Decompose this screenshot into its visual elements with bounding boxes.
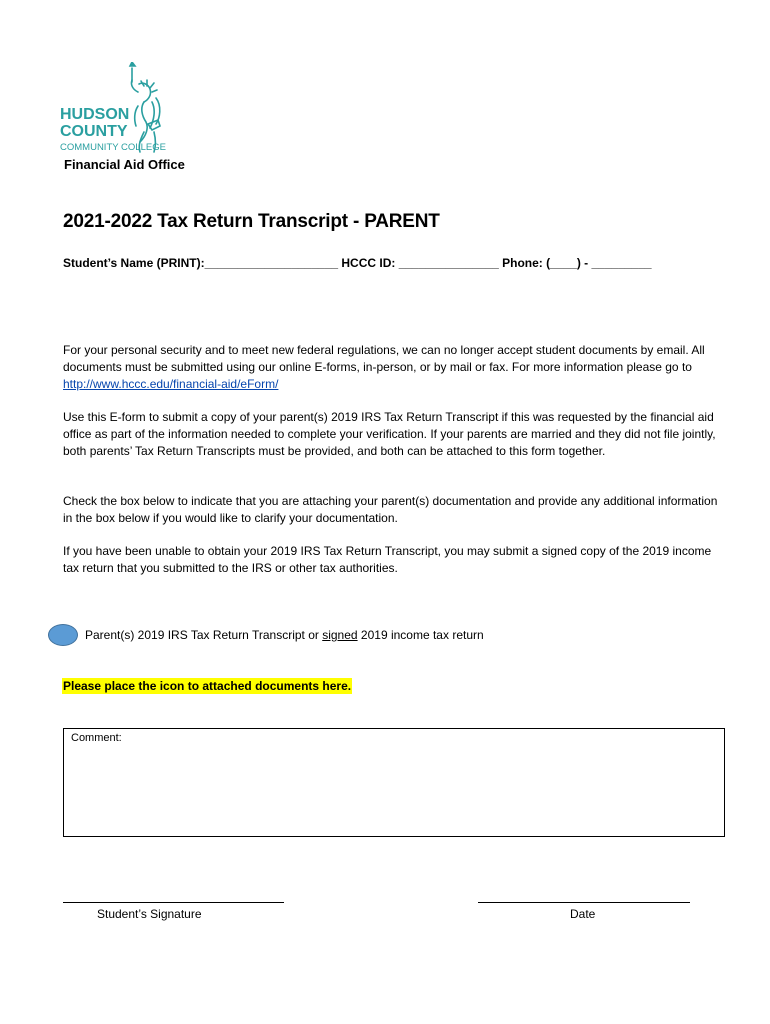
checkbox-label-post: 2019 income tax return bbox=[357, 628, 484, 642]
security-paragraph bbox=[63, 342, 723, 393]
signature-label: Student’s Signature bbox=[97, 907, 202, 921]
logo-line-2: COUNTY bbox=[60, 123, 128, 140]
checkbox-label bbox=[85, 628, 484, 642]
alternative-paragraph: If you have been unable to obtain your 2019 IRS Tax Return Transcript, you may submit a signed copy of the 2019 income tax return that you submitted to the IRS or other tax authorities. bbox=[63, 544, 712, 575]
comment-label: Comment: bbox=[71, 732, 122, 744]
date-line[interactable] bbox=[478, 902, 690, 903]
attach-instruction: Please place the icon to attached documents here. bbox=[63, 679, 352, 693]
eform-link[interactable]: http://www.hccc.edu/financial-aid/eForm/ bbox=[63, 377, 279, 391]
signature-line[interactable] bbox=[63, 902, 284, 903]
security-text: For your personal security and to meet new federal regulations, we can no longer accept student documents by email. All documents must be submitted using our online E-forms, in-person, or by mail or fax. For more information please go to bbox=[63, 343, 705, 374]
instructions-paragraph: Use this E-form to submit a copy of your parent(s) 2019 IRS Tax Return Transcript if this was requested by the financial aid office as part of the information needed to complete your verification. If your parents are married and they did not file jointly, both parents’ Tax Return Transcripts must be provided, and both can be attached to this form together. bbox=[63, 410, 716, 458]
checkbox-label-pre: Parent(s) 2019 IRS Tax Return Transcript or bbox=[85, 628, 323, 642]
logo-line-3: COMMUNITY COLLEGE bbox=[60, 142, 166, 153]
hccc-logo bbox=[60, 62, 185, 157]
student-info-fields[interactable]: Student’s Name (PRINT):____________________ HCCC ID: _______________ Phone: (____) - _________ bbox=[63, 256, 652, 270]
logo-line-1: HUDSON bbox=[60, 106, 130, 123]
parent-documents-checkbox[interactable] bbox=[48, 624, 78, 646]
comment-input[interactable] bbox=[64, 747, 724, 835]
checkbox-label-signed: signed bbox=[322, 628, 358, 642]
checkbox-paragraph: Check the box below to indicate that you are attaching your parent(s) documentation and provide any additional information in the box below if you would like to clarify your documentation. bbox=[63, 494, 718, 525]
office-name: Financial Aid Office bbox=[64, 157, 185, 172]
date-label: Date bbox=[570, 907, 596, 921]
comment-box[interactable] bbox=[63, 728, 725, 837]
page-title: 2021-2022 Tax Return Transcript - PARENT bbox=[63, 211, 440, 232]
